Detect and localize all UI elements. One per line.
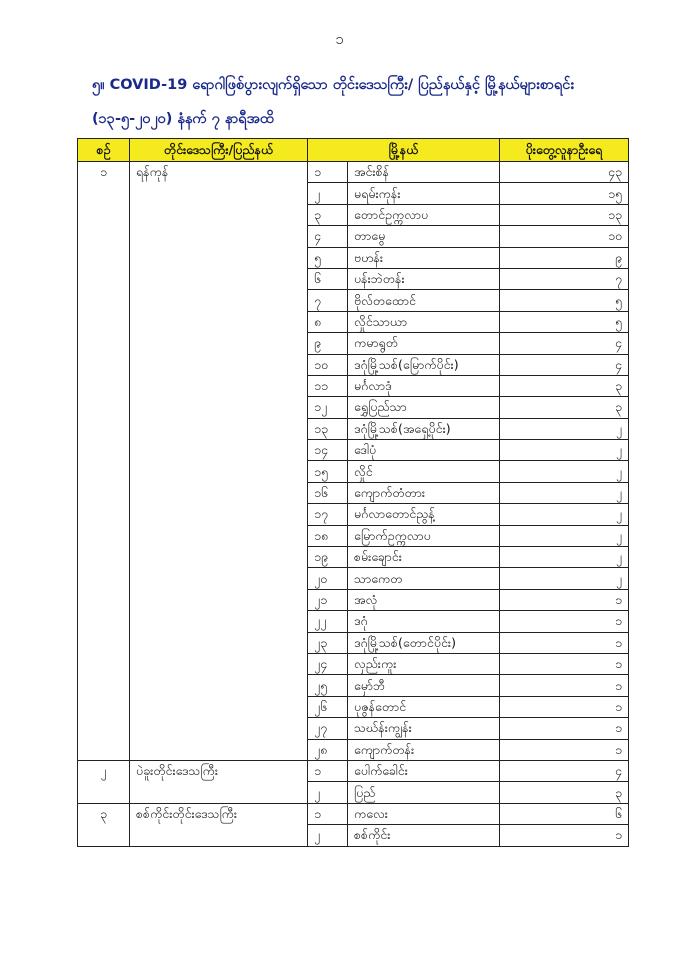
township-name: တာမွေ (348, 226, 500, 247)
township-index: ၂၅ (308, 675, 348, 696)
table-body (78, 162, 629, 847)
township-name: လှိုင်သာယာ (348, 311, 500, 332)
page-number: ၁ (335, 30, 344, 48)
case-count: ၁ (500, 611, 629, 632)
township-index: ၂၁ (308, 589, 348, 610)
header-region: တိုင်းဒေသကြီး/ပြည်နယ် (130, 139, 308, 162)
township-index: ၄ (308, 226, 348, 247)
township-index: ၁၉ (308, 547, 348, 568)
group-region: ပဲခူးတိုင်းဒေသကြီး (130, 760, 308, 803)
case-count: ၄ (500, 354, 629, 375)
case-count: ၁၃ (500, 204, 629, 225)
table-row (78, 162, 629, 183)
township-name: အင်းစိန် (348, 162, 500, 183)
case-count: ၁ (500, 739, 629, 760)
township-index: ၁၈ (308, 525, 348, 546)
case-count: ၁ (500, 632, 629, 653)
case-count: ၂ (500, 440, 629, 461)
table-row (78, 760, 629, 781)
group-region: စစ်ကိုင်းတိုင်းဒေသကြီး (130, 803, 308, 846)
header-case-count: ပိုးတွေ့လူနာဦးရေ (500, 139, 629, 162)
township-index: ၁၁ (308, 375, 348, 396)
case-count: ၄ (500, 333, 629, 354)
township-name: ကလေး (348, 803, 500, 824)
township-index: ၁၂ (308, 397, 348, 418)
township-index: ၁၃ (308, 418, 348, 439)
township-index: ၁၀ (308, 354, 348, 375)
township-name: ဒဂုံမြို့သစ်(မြောက်ပိုင်း) (348, 354, 500, 375)
township-index: ၉ (308, 333, 348, 354)
document-title (92, 68, 652, 136)
case-count: ၂ (500, 547, 629, 568)
township-name: ဒေါပုံ (348, 440, 500, 461)
township-name: လှိုင် (348, 461, 500, 482)
case-count: ၄ (500, 760, 629, 781)
case-count: ၁ (500, 653, 629, 674)
case-count: ၁၅ (500, 183, 629, 204)
township-index: ၈ (308, 311, 348, 332)
township-name: တောင်ဥက္ကလာပ (348, 204, 500, 225)
township-name: စစ်ကိုင်း (348, 825, 500, 846)
case-count: ၂ (500, 525, 629, 546)
case-count: ၂ (500, 482, 629, 503)
township-index: ၁၅ (308, 461, 348, 482)
township-name: ရွှေပြည်သာ (348, 397, 500, 418)
township-name: ဒဂုံ (348, 611, 500, 632)
header-serial: စဉ် (78, 139, 130, 162)
township-index: ၂၇ (308, 718, 348, 739)
township-name: မရမ်းကုန်း (348, 183, 500, 204)
group-serial: ၃ (78, 803, 130, 846)
township-index: ၂၃ (308, 632, 348, 653)
township-index: ၂၄ (308, 653, 348, 674)
case-count: ၁ (500, 675, 629, 696)
township-index: ၁၇ (308, 504, 348, 525)
case-count: ၅ (500, 290, 629, 311)
case-count: ၆ (500, 803, 629, 824)
township-index: ၁ (308, 803, 348, 824)
township-index: ၆ (308, 268, 348, 289)
title-line-2: (၁၃-၅-၂၀၂၀) နံနက် ၇ နာရီအထိ (92, 111, 274, 127)
township-index: ၂ (308, 825, 348, 846)
township-name: မင်္ဂလာတောင်ညွန့် (348, 504, 500, 525)
township-index: ၂ (308, 183, 348, 204)
case-count: ၇ (500, 268, 629, 289)
case-count: ၃ (500, 782, 629, 803)
township-name: အလုံ (348, 589, 500, 610)
table-row (78, 803, 629, 824)
township-name: ကျောက်တံတား (348, 482, 500, 503)
township-index: ၂၀ (308, 568, 348, 589)
case-count: ၂ (500, 568, 629, 589)
township-name: လှည်းကူး (348, 653, 500, 674)
township-name: ကမာရွတ် (348, 333, 500, 354)
case-count: ၁ (500, 696, 629, 717)
case-count: ၂ (500, 461, 629, 482)
case-count: ၉ (500, 247, 629, 268)
case-count: ၃ (500, 375, 629, 396)
township-name: မြောက်ဥက္ကလာပ (348, 525, 500, 546)
case-count: ၁၀ (500, 226, 629, 247)
township-name: ဗိုလ်တထောင် (348, 290, 500, 311)
case-count: ၅ (500, 311, 629, 332)
township-name: ဗဟန်း (348, 247, 500, 268)
township-name: သာကေတ (348, 568, 500, 589)
group-serial: ၂ (78, 760, 130, 803)
township-name: သဃ်န်းကျွန်း (348, 718, 500, 739)
township-index: ၃ (308, 204, 348, 225)
title-line-1: ၅။ COVID-19 ရောဂါဖြစ်ပွားလျက်ရှိသော တိုင်းဒေသကြီး/ ပြည်နယ်နှင့် မြို့နယ်များစာရင်း (92, 77, 575, 93)
township-name: မင်္ဂလာဒုံ (348, 375, 500, 396)
township-name: ပန်းဘဲတန်း (348, 268, 500, 289)
header-township: မြို့နယ် (308, 139, 500, 162)
township-index: ၁၆ (308, 482, 348, 503)
case-count: ၂ (500, 504, 629, 525)
township-index: ၇ (308, 290, 348, 311)
township-name: ကျောက်တန်း (348, 739, 500, 760)
table-header-row (78, 139, 629, 162)
cases-table (77, 138, 629, 847)
group-serial: ၁ (78, 162, 130, 761)
case-count: ၂ (500, 418, 629, 439)
township-index: ၅ (308, 247, 348, 268)
township-name: ဒဂုံမြို့သစ်(တောင်ပိုင်း) (348, 632, 500, 653)
case-count: ၁ (500, 589, 629, 610)
township-index: ၂ (308, 782, 348, 803)
township-name: စမ်းချောင်း (348, 547, 500, 568)
township-index: ၂၈ (308, 739, 348, 760)
township-index: ၁ (308, 760, 348, 781)
township-name: မှော်ဘီ (348, 675, 500, 696)
township-name: ဒဂုံမြို့သစ်(အရှေ့ပိုင်း) (348, 418, 500, 439)
township-index: ၁ (308, 162, 348, 183)
township-index: ၂၆ (308, 696, 348, 717)
township-name: ပြည် (348, 782, 500, 803)
township-name: ပုဇွန်တောင် (348, 696, 500, 717)
case-count: ၄၃ (500, 162, 629, 183)
township-index: ၂၂ (308, 611, 348, 632)
case-count: ၁ (500, 825, 629, 846)
township-index: ၁၄ (308, 440, 348, 461)
case-count: ၃ (500, 397, 629, 418)
township-name: ပေါက်ခေါင်း (348, 760, 500, 781)
group-region: ရန်ကုန် (130, 162, 308, 761)
case-count: ၁ (500, 718, 629, 739)
